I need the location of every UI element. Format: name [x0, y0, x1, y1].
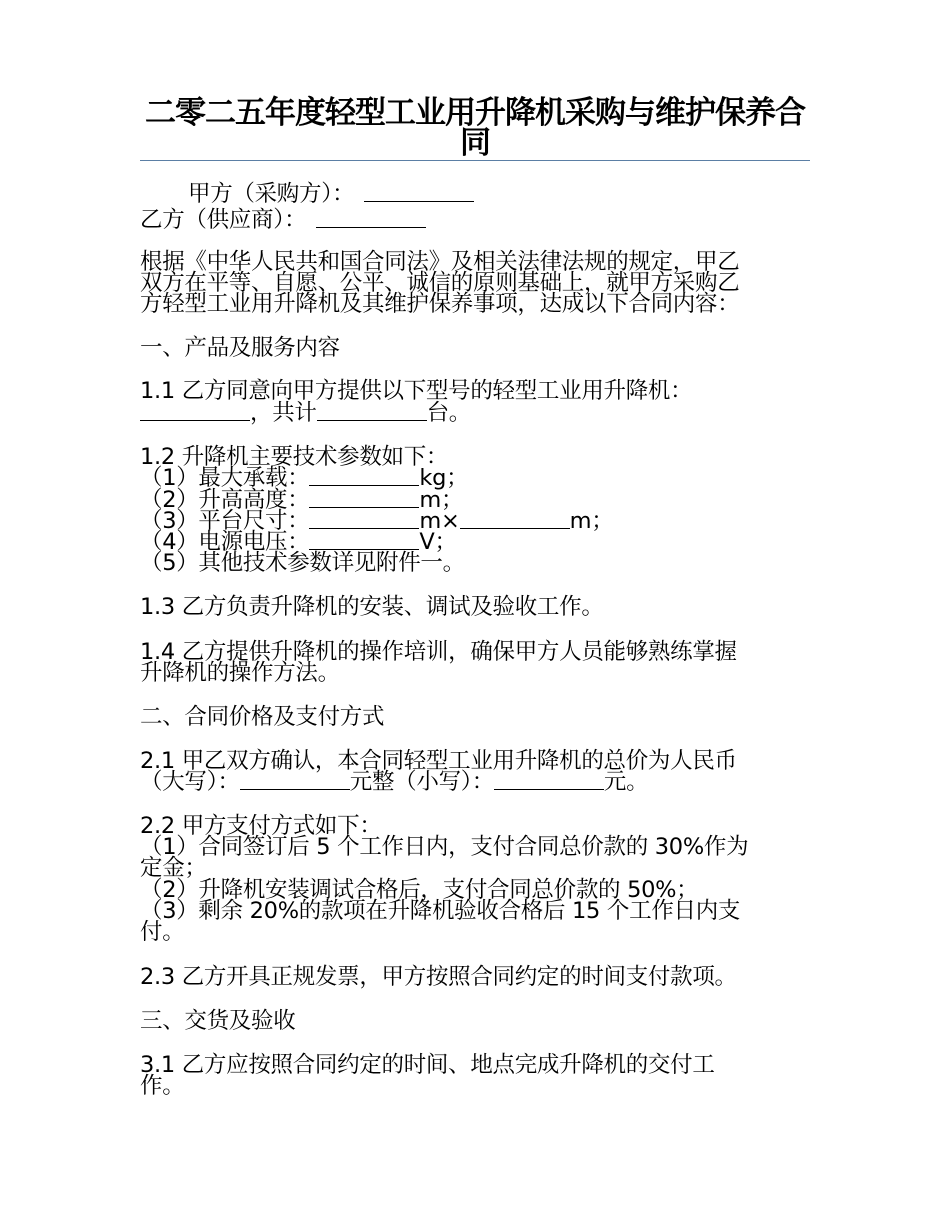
party-a-line: [188, 183, 858, 205]
clause-1-1-line-1: 1.1 乙方同意向甲方提供以下型号的轻型工业用升降机：: [140, 378, 693, 404]
param-size-separator: m×: [419, 508, 460, 534]
param-height-label: （2）升高高度：: [140, 487, 310, 513]
clause-3-1-line-2: 作。: [140, 1073, 185, 1099]
payment-1-line-1: （1）合同签订后 5 个工作日内，支付合同总价款的 30%作为: [140, 834, 749, 860]
param-voltage-unit: V；: [419, 529, 457, 555]
section-2-heading: 二、合同价格及支付方式: [140, 704, 385, 730]
party-b-line: [140, 209, 810, 231]
unit-label: 台。: [426, 400, 472, 426]
param-load-unit: kg；: [419, 465, 469, 491]
param-size-blank-1: [309, 510, 419, 529]
section-3-heading: 三、交货及验收: [140, 1008, 296, 1034]
clause-1-4-line-2: 升降机的操作方法。: [140, 660, 340, 686]
param-voltage-blank: [309, 531, 419, 550]
param-voltage-label: （4）电源电压：: [140, 529, 310, 555]
clause-2-2-intro: 2.2 甲方支付方式如下：: [140, 813, 382, 839]
param-size-label: （3）平台尺寸：: [140, 508, 310, 534]
title-divider: [140, 160, 810, 161]
param-load-blank: [309, 467, 419, 486]
payment-1-line-2: 定金；: [140, 855, 207, 881]
param-size-unit: m；: [569, 508, 614, 534]
preamble-line-2: 双方在平等、自愿、公平、诚信的原则基础上，就甲方采购乙: [140, 270, 740, 296]
party-a-label: 甲方（采购方）：: [188, 181, 355, 207]
payment-3-line-2: 付。: [140, 919, 185, 945]
price-unit: 元。: [603, 769, 649, 795]
preamble-line-3: 方轻型工业用升降机及其维护保养事项，达成以下合同内容：: [140, 291, 740, 317]
clause-1-2-intro: 1.2 升降机主要技术参数如下：: [140, 444, 449, 470]
price-figure-blank: [494, 771, 604, 790]
price-capital-blank: [240, 771, 350, 790]
clause-2-3: 2.3 乙方开具正规发票，甲方按照合同约定的时间支付款项。: [140, 964, 737, 990]
document-title: 二零二五年度轻型工业用升降机采购与维护保养合同: [145, 95, 805, 161]
preamble-line-1: 根据《中华人民共和国合同法》及相关法律法规的规定，甲乙: [140, 249, 740, 275]
clause-2-1-line-2: [140, 771, 810, 793]
param-height-unit: m；: [419, 487, 464, 513]
clause-3-1-line-1: 3.1 乙方应按照合同约定的时间、地点完成升降机的交付工: [140, 1052, 715, 1078]
party-b-label: 乙方（供应商）：: [140, 207, 307, 233]
clause-2-1-line-1: 2.1 甲乙双方确认，本合同轻型工业用升降机的总价为人民币: [140, 748, 737, 774]
payment-2: （2）升降机安装调试合格后，支付合同总价款的 50%；: [140, 877, 699, 903]
total-label: ，共计: [250, 400, 317, 426]
quantity-blank: [317, 402, 427, 421]
param-height-blank: [309, 489, 419, 508]
clause-1-1-line-2: [140, 402, 810, 424]
party-a-blank: [364, 183, 474, 202]
clause-1-3: 1.3 乙方负责升降机的安装、调试及验收工作。: [140, 594, 604, 620]
payment-3-line-1: （3）剩余 20%的款项在升降机验收合格后 15 个工作日内支: [140, 898, 741, 924]
param-size-blank-2: [460, 510, 570, 529]
param-load-label: （1）最大承载：: [140, 465, 310, 491]
clause-1-4-line-1: 1.4 乙方提供升降机的操作培训，确保甲方人员能够熟练掌握: [140, 639, 737, 665]
param-load-line: [140, 467, 810, 489]
param-other-line: （5）其他技术参数详见附件一。: [140, 550, 465, 576]
price-capital-label: （大写）：: [140, 769, 240, 795]
section-1-heading: 一、产品及服务内容: [140, 335, 340, 361]
model-blank: [140, 402, 250, 421]
party-b-blank: [316, 209, 426, 228]
price-figure-label: 元整（小写）：: [349, 769, 494, 795]
